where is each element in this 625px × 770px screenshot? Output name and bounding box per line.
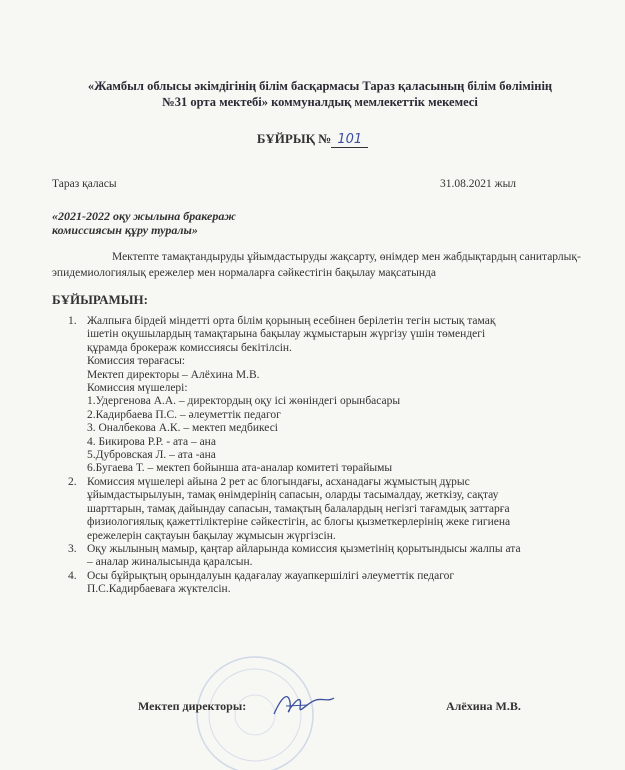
city-label: Тараз қаласы	[52, 178, 117, 190]
commission-member: 1.Удергенова А.А. – директордың оқу ісі жөніндегі орынбасары	[87, 395, 401, 408]
header-line-2: №31 орта мектебі» коммуналдық мемлекеттік мекемесі	[162, 95, 478, 109]
item-line: ішетін оқушылардың тамақтарына бақылау жұмыстарын жүргізу үшін төмендегі	[87, 328, 486, 341]
commission-member: 3. Оналбекова А.К. – мектеп медбикесі	[87, 422, 278, 435]
signature-icon	[268, 688, 338, 720]
order-date: 31.08.2021 жыл	[440, 178, 517, 190]
item-line: ұйымдастырылуын, тамақ өнімдерінің сапасын, оларды тасымалдау, жеткізу, сақтау	[87, 489, 499, 502]
item-line: құрамда брокераж комиссиясы бекітілсін.	[87, 341, 292, 354]
signature-label: Мектеп директоры:	[138, 699, 247, 713]
item-number: 4.	[68, 569, 77, 582]
list-item	[68, 570, 578, 597]
list-item	[68, 315, 578, 476]
item-line: Жалпыға бірдей міндетті орта білім қорының есебінен берілетін тегін ыстық тамақ	[87, 315, 496, 327]
order-items-list	[68, 315, 578, 597]
commission-member: 6.Бугаева Т. – мектеп бойынша ата-аналар комитеті төрайымы	[87, 462, 393, 475]
item-number: 1.	[68, 315, 77, 327]
order-title	[0, 131, 625, 147]
list-item	[68, 543, 578, 570]
item-line: Комиссия мүшелері айына 2 рет ас блогындағы, асханадағы жұмыстың дұрыс	[87, 475, 470, 488]
commission-chair-label: Комиссия төрағасы:	[87, 355, 186, 368]
subject-line-1: «2021-2022 оқу жылына бракераж	[52, 209, 236, 223]
item-line: ережелерін сақтауын бақылау жұмысын жүргізсін.	[87, 529, 336, 542]
item-line: Осы бұйрықтың орындалуын қадағалау жауапкершілігі әлеуметтік педагог	[87, 569, 455, 582]
item-number: 3.	[68, 542, 77, 555]
list-item	[68, 476, 578, 543]
item-line: – аналар жиналысында қаралсын.	[87, 556, 253, 569]
order-number: 101	[331, 132, 368, 148]
preamble: Мектепте тамақтандыруды ұйымдастыруды жақсарту, өнімдер мен жабдықтардың санитарлық-эпидемиологиялық ережелер мен нормаларға сәйкестігін бақылау мақсатында	[52, 251, 581, 279]
commission-chair: Мектеп директоры – Алёхина М.В.	[87, 368, 260, 381]
item-line: шарттарын, тамақ дайындау сапасын, тамақтың балалардың негізгі тағамдық заттарға	[87, 502, 510, 515]
decree-heading: БҰЙЫРАМЫН:	[52, 292, 149, 307]
commission-members-label: Комиссия мүшелері:	[87, 382, 188, 395]
item-number: 2.	[68, 475, 77, 488]
item-line: физиологиялық қажеттіліктеріне сәйкестігін, ас блогы қызметкерлерінің жеке гигиена	[87, 516, 511, 529]
header-line-1: «Жамбыл облысы әкімдігінің білім басқармасы Тараз қаласының білім бөлімінің	[87, 79, 553, 93]
order-title-label: БҰЙРЫҚ №	[256, 131, 332, 146]
commission-member: 5.Дубровская Л. – ата -ана	[87, 449, 216, 462]
commission-member: 4. Бикирова Р.Р. - ата – ана	[87, 435, 216, 448]
signatory-name: Алёхина М.В.	[446, 699, 521, 713]
commission-member: 2.Кадирбаева П.С. – әлеуметтік педагог	[87, 408, 281, 421]
item-line: П.С.Кадирбаеваға жүктелсін.	[87, 583, 231, 596]
subject-line-2: комиссиясын құру туралы»	[52, 223, 198, 237]
item-line: Оқу жылының мамыр, қаңтар айларында комиссия қызметінің қорытындысы жалпы ата	[87, 542, 521, 555]
